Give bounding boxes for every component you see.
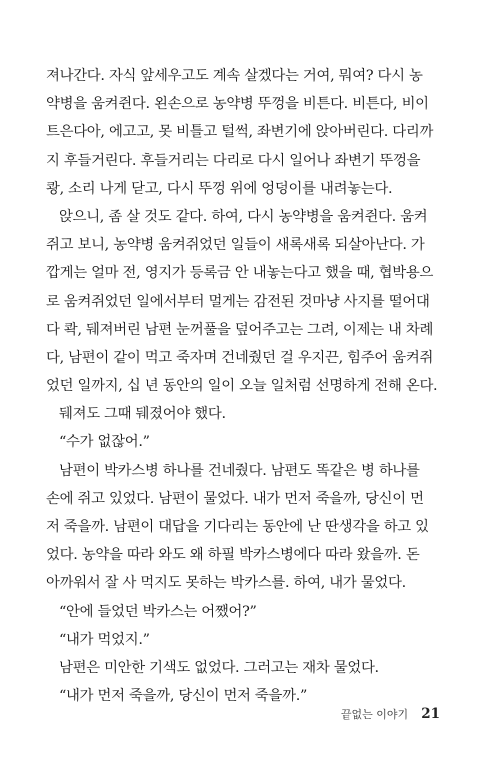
text-line: 남편이 박카스병 하나를 건네줬다. 남편도 똑같은 병 하나를 [59, 462, 420, 479]
text-line: “수가 없잖어.” [59, 434, 150, 451]
text-line: “내가 먹었지.” [59, 631, 150, 648]
text-line: “내가 먼저 죽을까, 당신이 먼저 죽을까.” [59, 688, 308, 705]
text-line: 앉으니, 좀 살 것도 같다. 하여, 다시 농약병을 움켜쥔다. 움켜 [59, 208, 428, 225]
text-line: 쥐고 보니, 농약병 움켜쥐었던 일들이 새록새록 되살아난다. 가 [46, 237, 425, 254]
running-title: 끝없는 이야기 [340, 708, 409, 721]
text-line: 아까워서 잘 사 먹지도 못하는 박카스를. 하여, 내가 물었다. [46, 575, 406, 592]
text-line: 약병을 움켜쥔다. 왼손으로 농약병 뚜껑을 비튼다. 비튼다, 비이 [46, 96, 429, 113]
text-line: 져나간다. 자식 앞세우고도 계속 살겠다는 거여, 뭐여? 다시 농 [46, 68, 423, 84]
text-line: 로 움켜쥐었던 일에서부터 멀게는 감전된 것마냥 사지를 떨어대 [46, 293, 430, 310]
page-number: 21 [421, 706, 440, 722]
text-line: 남편은 미안한 기색도 없었다. 그러고는 재차 물었다. [59, 659, 379, 676]
text-line: 었다. 농약을 따라 와도 왜 하필 박카스병에다 따라 왔을까. 돈 [46, 547, 420, 564]
text-line: 지 후들거린다. 후들거리는 다리로 다시 일어나 좌변기 뚜껑을 [46, 152, 421, 169]
text-line: 다, 남편이 같이 먹고 죽자며 건네줬던 걸 우지끈, 힘주어 움켜쥐 [46, 349, 434, 366]
text-line: 트은다아, 에고고, 못 비틀고 털썩, 좌변기에 앉아버린다. 다리까 [46, 124, 434, 141]
text-line: 다 콱, 뒈져버린 남편 눈꺼풀을 덮어주고는 그려, 이제는 내 차례 [46, 321, 434, 338]
page-footer [280, 703, 440, 722]
text-line: 뒈져도 그때 뒈졌어야 했다. [59, 406, 226, 423]
text-line: 저 죽을까. 남편이 대답을 기다리는 동안에 난 딴생각을 하고 있 [46, 519, 429, 535]
body-text [46, 62, 446, 710]
text-line: 었던 일까지, 십 년 동안의 일이 오늘 일처럼 선명하게 전해 온다. [46, 378, 438, 395]
text-line: 손에 쥐고 있었다. 남편이 물었다. 내가 먼저 죽을까, 당신이 먼 [46, 490, 424, 507]
text-line: 쾅, 소리 나게 닫고, 다시 뚜껑 위에 엉덩이를 내려놓는다. [46, 180, 393, 197]
text-line: “안에 들었던 박카스는 어쨌어?” [59, 603, 257, 620]
text-line: 깝게는 얼마 전, 영지가 등록금 안 내놓는다고 했을 때, 협박용으 [46, 265, 434, 282]
